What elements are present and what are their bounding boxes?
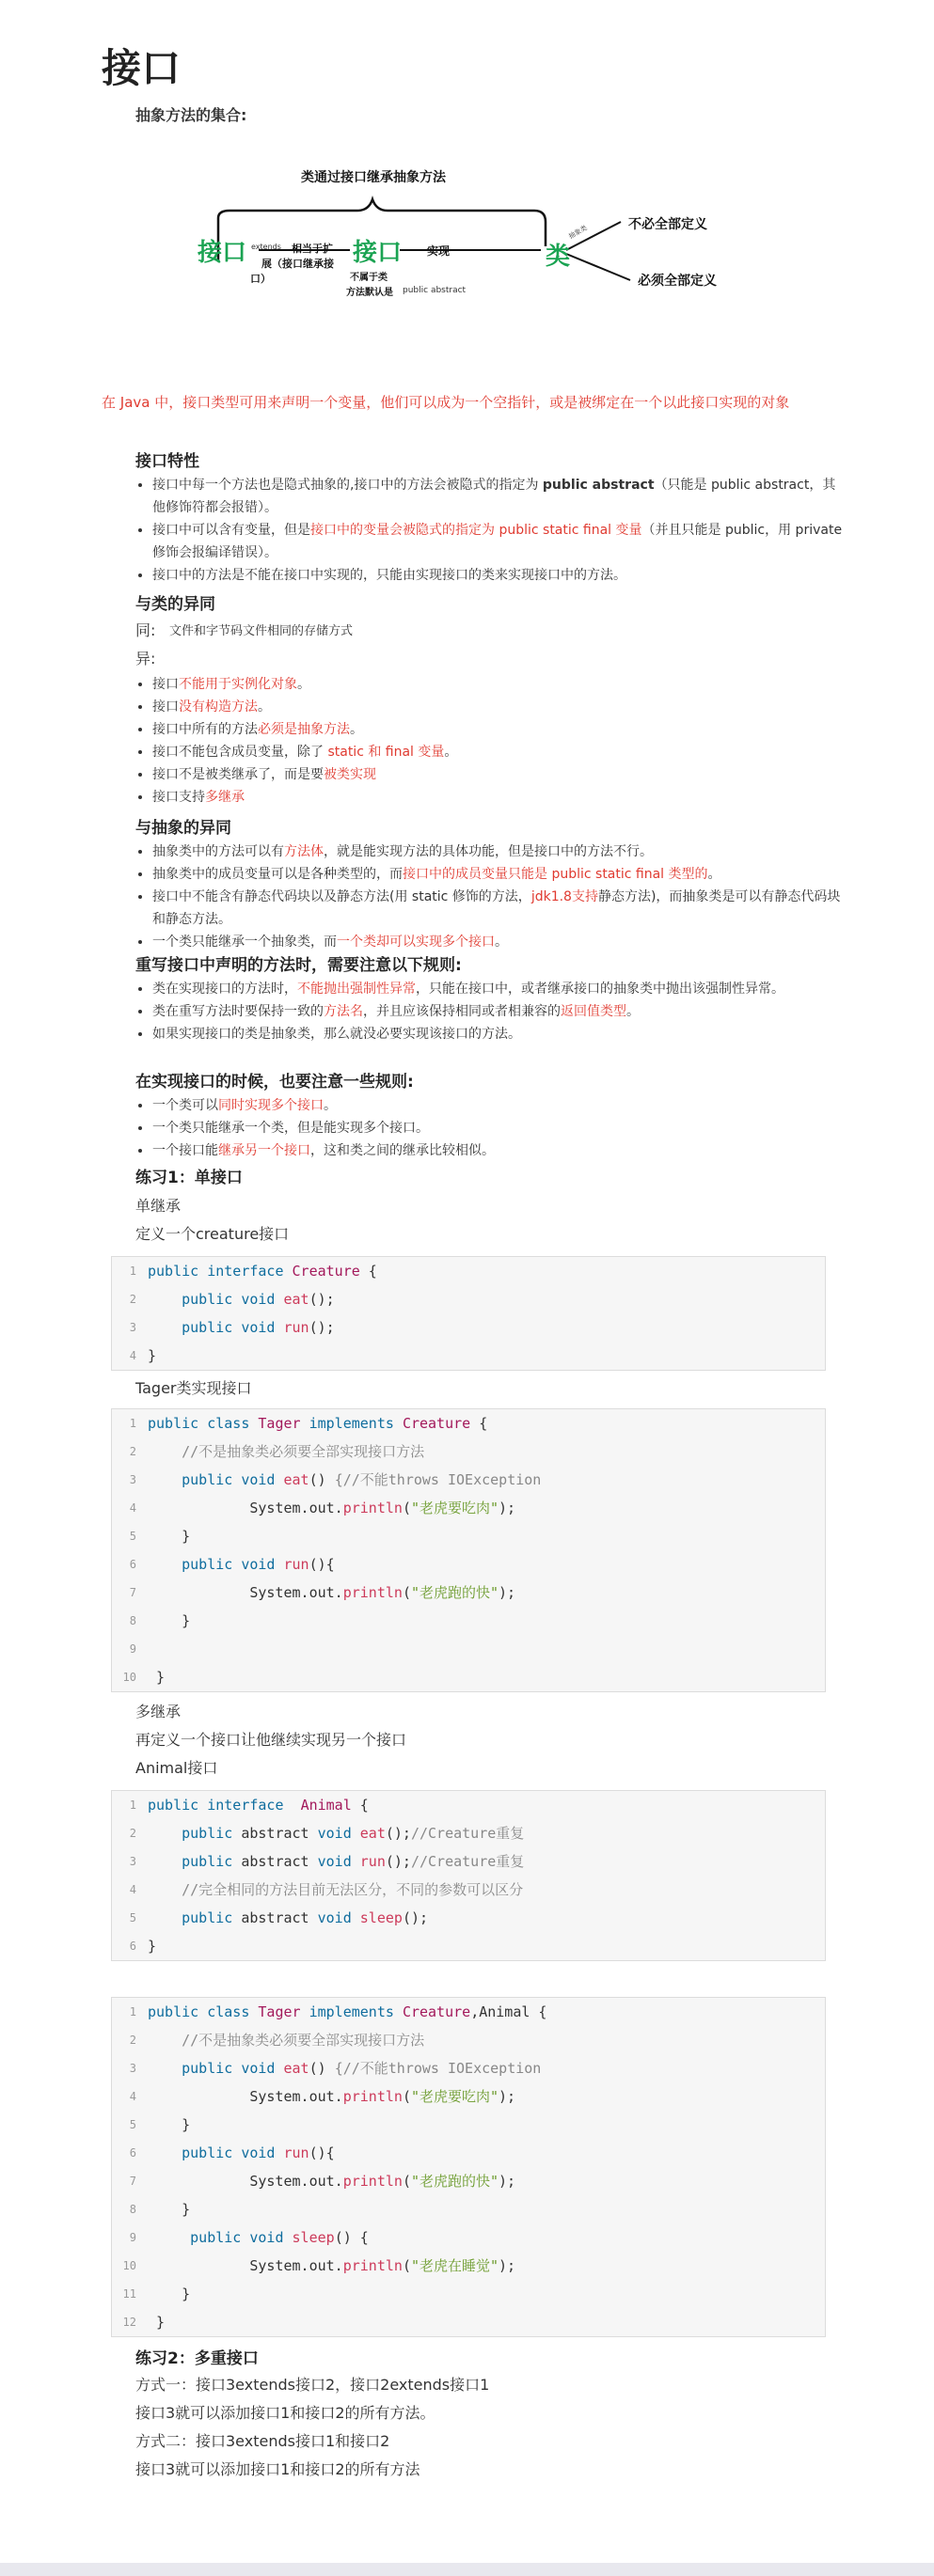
- tager-impl-label: Tager类实现接口: [135, 1379, 252, 1397]
- code-block-tager-multi: [111, 1997, 826, 2337]
- code-line: 4 System.out.println("老虎要吃肉");: [129, 1500, 516, 1516]
- list-item: • 类在实现接口的方法时，不能抛出强制性异常，只能在接口中，或者继承接口的抽象类中抛出该强制性异常。: [152, 978, 852, 1000]
- code-line: 6 }: [129, 1938, 157, 1955]
- code-line: 4 //完全相同的方法目前无法区分，不同的参数可以区分: [129, 1881, 524, 1898]
- diagram-extends-a: extends: [251, 243, 281, 251]
- code-line: 5 }: [129, 1528, 191, 1545]
- same-label: 同:: [135, 621, 156, 639]
- diagram-not-all: 不必全部定义: [628, 217, 707, 232]
- diagram-implements: 实现: [427, 244, 451, 258]
- code-line: 12 }: [122, 2314, 166, 2331]
- single-inherit: 单继承: [135, 1197, 182, 1215]
- list-item: • 接口中可以含有变量，但是接口中的变量会被隐式的指定为 public static final 变量（并且只能是 public，用 private 修饰会报编译错误）。: [152, 519, 848, 564]
- code-block-tager: [111, 1408, 826, 1692]
- diagram-extends-d: 口）: [250, 273, 271, 285]
- diagram-interface-2: 接口: [353, 239, 403, 267]
- code-line: 3 public void eat() {//不能throws IOException: [129, 1471, 542, 1488]
- features-heading: 接口特性: [135, 452, 199, 471]
- list-item: • 接口不是被类继承了，而是要被类实现: [152, 763, 848, 786]
- code-line: 1 public class Tager implements Creature,Animal {: [129, 2003, 547, 2020]
- code-line: 2 //不是抽象类必须要全部实现接口方法: [129, 2032, 425, 2049]
- list-item: • 类在重写方法时要保持一致的方法名，并且应该保持相同或者相兼容的返回值类型。: [152, 1000, 852, 1023]
- code-line: 5 }: [129, 2116, 191, 2133]
- diagram-class-node: 类: [546, 243, 571, 271]
- list-item: • 接口不能包含成员变量，除了 static 和 final 变量。: [152, 741, 848, 763]
- intro-text: 在 Java 中，接口类型可用来声明一个变量，他们可以成为一个空指针，或是被绑定在一个以此接口实现的对象: [102, 394, 790, 411]
- features-list: [135, 474, 848, 587]
- impl-rules-list: [135, 1094, 848, 1162]
- code-line: 8 }: [129, 1612, 191, 1629]
- define-creature: 定义一个creature接口: [135, 1225, 290, 1243]
- subtitle: 抽象方法的集合:: [135, 106, 247, 124]
- list-item: • 一个类只能继承一个类，但是能实现多个接口。: [152, 1117, 848, 1139]
- code-line: 4 }: [129, 1347, 157, 1364]
- code-line: 5 public abstract void sleep();: [129, 1909, 429, 1926]
- code-line: 4 System.out.println("老虎要吃肉");: [129, 2088, 516, 2105]
- exercise2-heading: 练习2：多重接口: [135, 2349, 259, 2368]
- way2-result: 接口3就可以添加接口1和接口2的所有方法: [135, 2460, 420, 2478]
- code-line: 2 public void eat();: [129, 1291, 335, 1308]
- way2: 方式二：接口3extends接口1和接口2: [135, 2432, 390, 2450]
- override-list: [135, 978, 852, 1045]
- vs-abstract-heading: 与抽象的异同: [135, 819, 231, 838]
- vs-class-heading: 与类的异同: [135, 595, 215, 614]
- code-line: 1 public class Tager implements Creature {: [129, 1415, 488, 1432]
- override-heading: 重写接口中声明的方法时，需要注意以下规则:: [135, 956, 462, 975]
- list-item: • 接口中的方法是不能在接口中实现的，只能由实现接口的类来实现接口中的方法。: [152, 564, 848, 587]
- code-line: 2 public abstract void eat();//Creature重复: [129, 1825, 525, 1842]
- define-again: 再定义一个接口让他继续实现另一个接口: [135, 1731, 407, 1749]
- impl-rules-heading: 在实现接口的时候，也要注意一些规则:: [135, 1073, 414, 1092]
- vs-class-list: [135, 673, 848, 809]
- list-item: • 接口中不能含有静态代码块以及静态方法(用 static 修饰的方法，jdk1.8支持静态方法)，而抽象类是可以有静态代码块和静态方法。: [152, 886, 852, 931]
- list-item: • 一个类可以同时实现多个接口。: [152, 1094, 848, 1117]
- animal-label: Animal接口: [135, 1759, 218, 1777]
- list-item: • 接口支持多继承: [152, 786, 848, 809]
- list-item: • 一个类只能继承一个抽象类，而一个类却可以实现多个接口。: [152, 931, 852, 953]
- code-line: 11 }: [122, 2285, 191, 2302]
- diagram-not-belong-b: 方法默认是: [346, 288, 393, 298]
- diagram-not-belong-a: 不属于类: [350, 273, 388, 283]
- code-line: 2 //不是抽象类必须要全部实现接口方法: [129, 1443, 425, 1460]
- code-line: 8 }: [129, 2201, 191, 2218]
- diagram-top-label: 类通过接口继承抽象方法: [301, 170, 446, 185]
- diagram-extends-c: 展（接口继承接: [261, 258, 334, 270]
- diagram-abstract-small: 抽象类: [567, 224, 589, 241]
- code-line: 3 public void run();: [129, 1319, 335, 1336]
- code-line: 7 System.out.println("老虎跑的快");: [129, 1584, 516, 1601]
- code-line: 9 public void sleep() {: [129, 2229, 369, 2246]
- multi-inherit: 多继承: [135, 1703, 182, 1720]
- page-title: 接口: [102, 45, 182, 91]
- interface-diagram: [188, 160, 743, 310]
- code-line: 6 public void run(){: [129, 1556, 335, 1573]
- code-line: 3 public abstract void run();//Creature重复: [129, 1853, 525, 1870]
- bottom-bar: [0, 2563, 934, 2576]
- list-item: • 一个接口能继承另一个接口，这和类之间的继承比较相似。: [152, 1139, 848, 1162]
- code-line: 10 }: [122, 1669, 166, 1686]
- vs-abstract-list: [135, 840, 852, 953]
- code-line: 1 public interface Creature {: [129, 1263, 377, 1280]
- way1-result: 接口3就可以添加接口1和接口2的所有方法。: [135, 2404, 435, 2422]
- code-line: 3 public void eat() {//不能throws IOException: [129, 2060, 542, 2077]
- code-line: 7 System.out.println("老虎跑的快");: [129, 2173, 516, 2190]
- code-line: 6 public void run(){: [129, 2144, 335, 2161]
- exercise1-heading: 练习1：单接口: [135, 1169, 243, 1187]
- list-item: • 抽象类中的方法可以有方法体，就是能实现方法的具体功能，但是接口中的方法不行。: [152, 840, 852, 863]
- diagram-extends-b: 相当于扩: [292, 243, 333, 255]
- list-item: • 接口没有构造方法。: [152, 696, 848, 718]
- same-text: 文件和字节码文件相同的存储方式: [169, 624, 354, 638]
- code-line: 9: [129, 1642, 136, 1656]
- list-item: • 接口中所有的方法必须是抽象方法。: [152, 718, 848, 741]
- way1: 方式一：接口3extends接口2，接口2extends接口1: [135, 2376, 490, 2394]
- diagram-interface-1: 接口: [198, 239, 247, 267]
- diagram-must-all: 必须全部定义: [638, 274, 717, 289]
- code-block-creature: [111, 1256, 826, 1371]
- code-line: 1 public interface Animal {: [129, 1797, 369, 1814]
- list-item: • 接口不能用于实例化对象。: [152, 673, 848, 696]
- list-item: • 如果实现接口的类是抽象类，那么就没必要实现该接口的方法。: [152, 1023, 852, 1045]
- list-item: • 抽象类中的成员变量可以是各种类型的，而接口中的成员变量只能是 public static final 类型的。: [152, 863, 852, 886]
- code-block-animal: [111, 1790, 826, 1961]
- diagram-not-belong-c: public abstract: [403, 286, 467, 295]
- list-item: • 接口中每一个方法也是隐式抽象的,接口中的方法会被隐式的指定为 public abstract（只能是 public abstract，其他修饰符都会报错）。: [152, 474, 848, 519]
- code-line: 10 System.out.println("老虎在睡觉");: [122, 2257, 516, 2274]
- diff-label: 异:: [135, 650, 156, 668]
